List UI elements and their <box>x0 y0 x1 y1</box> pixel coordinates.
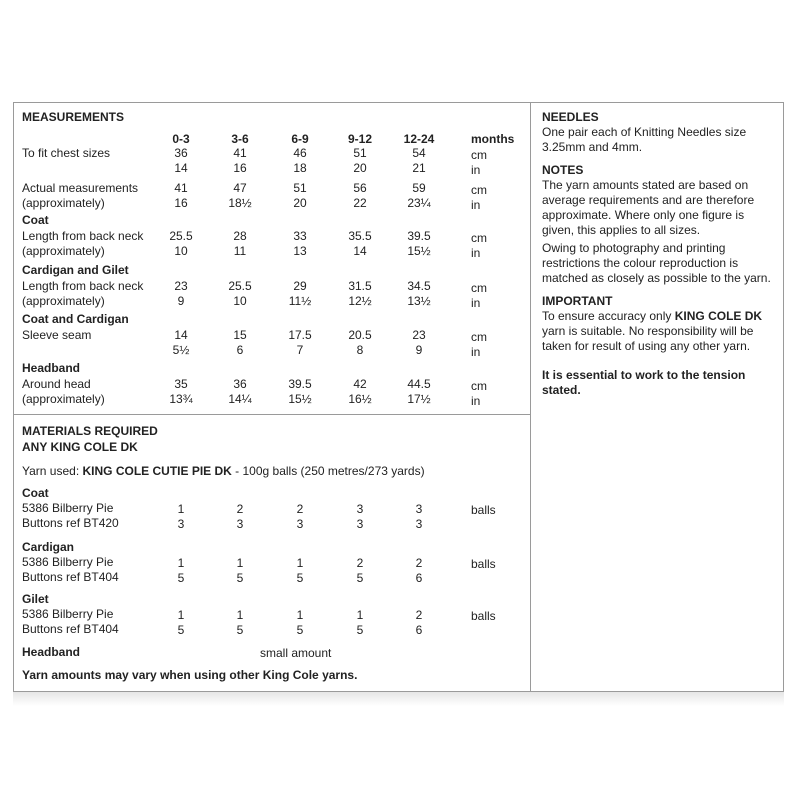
material-value: 5 <box>236 571 244 585</box>
value-cm: 35 <box>174 377 188 391</box>
materials-title: MATERIALS REQUIRED <box>22 424 158 438</box>
important-text <box>542 309 774 354</box>
value-cm: 17.5 <box>288 328 312 342</box>
headband-heading: Headband <box>22 645 81 659</box>
material-value: 5 <box>356 623 364 637</box>
unit-in: in <box>471 163 481 177</box>
section-divider <box>13 414 531 415</box>
notes-paragraph-1: The yarn amounts stated are based on average requirements and are therefore approximate. Where only one figure is given, this applies to all sizes. <box>542 178 755 237</box>
notes-title: NOTES <box>542 163 584 177</box>
material-heading: Cardigan <box>22 540 75 554</box>
material-value: 5 <box>296 623 304 637</box>
row-label: Sleeve seam <box>22 328 92 342</box>
material-unit: balls <box>471 503 496 517</box>
value-in: 13 <box>293 244 307 258</box>
important-brand: KING COLE <box>674 309 742 323</box>
material-value: 3 <box>356 517 364 531</box>
row-label: (approximately) <box>22 196 105 210</box>
unit-cm: cm <box>471 379 487 393</box>
value-in: 8 <box>356 343 364 357</box>
unit-in: in <box>471 345 481 359</box>
material-yarn-line: 5386 Bilberry Pie <box>22 555 114 569</box>
value-cm: 51 <box>353 146 367 160</box>
value-in: 18½ <box>228 196 252 210</box>
material-value: 1 <box>356 608 364 622</box>
section-heading: Coat and Cardigan <box>22 312 129 326</box>
material-value: 1 <box>296 608 304 622</box>
value-cm: 39.5 <box>288 377 312 391</box>
size-header: 6-9 <box>291 132 309 146</box>
value-in: 15½ <box>407 244 431 258</box>
value-in: 11½ <box>288 294 312 308</box>
size-header: 9-12 <box>347 132 373 146</box>
value-cm: 36 <box>233 377 247 391</box>
value-cm: 47 <box>233 181 247 195</box>
material-value: 1 <box>296 556 304 570</box>
materials-subtitle: ANY KING COLE DK <box>22 440 138 454</box>
value-cm: 46 <box>293 146 307 160</box>
material-value: 6 <box>415 623 423 637</box>
material-value: 5 <box>356 571 364 585</box>
headband-amount: small amount <box>260 646 332 660</box>
yarn-prefix: Yarn used: <box>22 464 83 478</box>
value-in: 13¾ <box>169 392 193 406</box>
value-in: 11 <box>233 244 247 258</box>
value-cm: 28 <box>233 229 247 243</box>
material-value: 2 <box>236 502 244 516</box>
measurements-title: MEASUREMENTS <box>22 110 125 124</box>
material-value: 1 <box>236 608 244 622</box>
yarn-suffix: - 100g balls (250 metres/273 yards) <box>231 464 425 478</box>
material-value: 5 <box>177 571 185 585</box>
value-in: 9 <box>177 294 185 308</box>
value-in: 17½ <box>407 392 431 406</box>
row-label: (approximately) <box>22 244 105 258</box>
section-heading: Coat <box>22 213 49 227</box>
value-cm: 23 <box>412 328 426 342</box>
unit-in: in <box>471 198 481 212</box>
size-header: 0-3 <box>172 132 190 146</box>
value-in: 15½ <box>288 392 312 406</box>
unit-in: in <box>471 394 481 408</box>
material-buttons-line: Buttons ref BT420 <box>22 516 119 530</box>
tension-warning: It is essential to work to the tension stated. <box>542 368 746 397</box>
value-cm: 42 <box>353 377 367 391</box>
value-in: 10 <box>233 294 247 308</box>
value-cm: 54 <box>412 146 426 160</box>
material-value: 3 <box>415 502 423 516</box>
important-post: yarn is suitable. No responsibility will be taken for result of using any other yarn. <box>542 324 754 353</box>
value-cm: 35.5 <box>348 229 372 243</box>
material-value: 3 <box>415 517 423 531</box>
column-divider <box>530 102 531 692</box>
value-cm: 41 <box>233 146 247 160</box>
important-dk: DK <box>744 309 763 323</box>
value-cm: 33 <box>293 229 307 243</box>
value-in: 12½ <box>348 294 372 308</box>
months-label: months <box>471 132 515 146</box>
right-panel <box>542 110 774 398</box>
value-cm: 59 <box>412 181 426 195</box>
row-label: Length from back neck <box>22 279 144 293</box>
value-cm: 39.5 <box>407 229 431 243</box>
row-label: To fit chest sizes <box>22 146 111 160</box>
unit-cm: cm <box>471 330 487 344</box>
value-in: 13½ <box>407 294 431 308</box>
value-in: 14 <box>353 244 367 258</box>
needles-title: NEEDLES <box>542 110 599 124</box>
unit-cm: cm <box>471 281 487 295</box>
value-cm: 51 <box>293 181 307 195</box>
value-in: 22 <box>353 196 367 210</box>
value-in: 16 <box>233 161 247 175</box>
value-in: 7 <box>296 343 304 357</box>
unit-in: in <box>471 296 481 310</box>
row-label: (approximately) <box>22 392 105 406</box>
unit-in: in <box>471 246 481 260</box>
material-value: 3 <box>177 517 185 531</box>
value-cm: 14 <box>174 328 188 342</box>
material-value: 2 <box>415 556 423 570</box>
material-buttons-line: Buttons ref BT404 <box>22 570 119 584</box>
material-value: 2 <box>356 556 364 570</box>
value-cm: 20.5 <box>348 328 372 342</box>
important-title: IMPORTANT <box>542 294 613 308</box>
value-in: 14 <box>174 161 188 175</box>
material-buttons-line: Buttons ref BT404 <box>22 622 119 636</box>
material-value: 1 <box>236 556 244 570</box>
value-cm: 56 <box>353 181 367 195</box>
material-value: 3 <box>296 517 304 531</box>
unit-cm: cm <box>471 183 487 197</box>
value-cm: 15 <box>233 328 247 342</box>
material-heading: Gilet <box>22 592 49 606</box>
value-in: 5½ <box>172 343 190 357</box>
value-in: 9 <box>415 343 423 357</box>
material-yarn-line: 5386 Bilberry Pie <box>22 501 114 515</box>
value-cm: 25.5 <box>169 229 193 243</box>
value-in: 16½ <box>348 392 372 406</box>
value-in: 20 <box>293 196 307 210</box>
materials-footer: Yarn amounts may vary when using other King Cole yarns. <box>22 668 358 682</box>
material-yarn-line: 5386 Bilberry Pie <box>22 607 114 621</box>
value-in: 14¼ <box>228 392 252 406</box>
material-value: 3 <box>236 517 244 531</box>
value-cm: 34.5 <box>407 279 431 293</box>
value-in: 18 <box>293 161 307 175</box>
size-header: 3-6 <box>231 132 249 146</box>
important-pre: To ensure accuracy only <box>542 309 675 323</box>
unit-cm: cm <box>471 148 487 162</box>
value-cm: 23 <box>174 279 188 293</box>
material-value: 1 <box>177 556 185 570</box>
value-cm: 25.5 <box>228 279 252 293</box>
value-cm: 44.5 <box>407 377 431 391</box>
material-value: 3 <box>356 502 364 516</box>
unit-cm: cm <box>471 231 487 245</box>
value-cm: 31.5 <box>348 279 372 293</box>
row-label: (approximately) <box>22 294 105 308</box>
yarn-used-line <box>22 464 425 479</box>
row-label: Length from back neck <box>22 229 144 243</box>
needles-text: One pair each of Knitting Needles size 3.25mm and 4mm. <box>542 125 747 154</box>
material-unit: balls <box>471 609 496 623</box>
value-cm: 36 <box>174 146 188 160</box>
row-label: Around head <box>22 377 91 391</box>
section-heading: Cardigan and Gilet <box>22 263 129 277</box>
value-in: 21 <box>412 161 426 175</box>
material-value: 5 <box>236 623 244 637</box>
material-value: 6 <box>415 571 423 585</box>
material-value: 1 <box>177 502 185 516</box>
value-in: 23¼ <box>407 196 431 210</box>
value-cm: 41 <box>174 181 188 195</box>
value-in: 16 <box>174 196 188 210</box>
value-in: 6 <box>236 343 244 357</box>
value-in: 20 <box>353 161 367 175</box>
material-unit: balls <box>471 557 496 571</box>
material-value: 1 <box>177 608 185 622</box>
section-heading: Headband <box>22 361 81 375</box>
notes-paragraph-2: Owing to photography and printing restrictions the colour reproduction is matched as closely as possible to the yarn. <box>542 241 771 285</box>
page-shadow <box>13 692 784 706</box>
value-in: 10 <box>174 244 188 258</box>
row-label: Actual measurements <box>22 181 139 195</box>
yarn-name: KING COLE CUTIE PIE DK <box>82 464 232 478</box>
material-value: 5 <box>296 571 304 585</box>
material-value: 2 <box>296 502 304 516</box>
material-heading: Coat <box>22 486 49 500</box>
value-cm: 29 <box>293 279 307 293</box>
material-value: 2 <box>415 608 423 622</box>
size-header: 12-24 <box>403 132 435 146</box>
material-value: 5 <box>177 623 185 637</box>
